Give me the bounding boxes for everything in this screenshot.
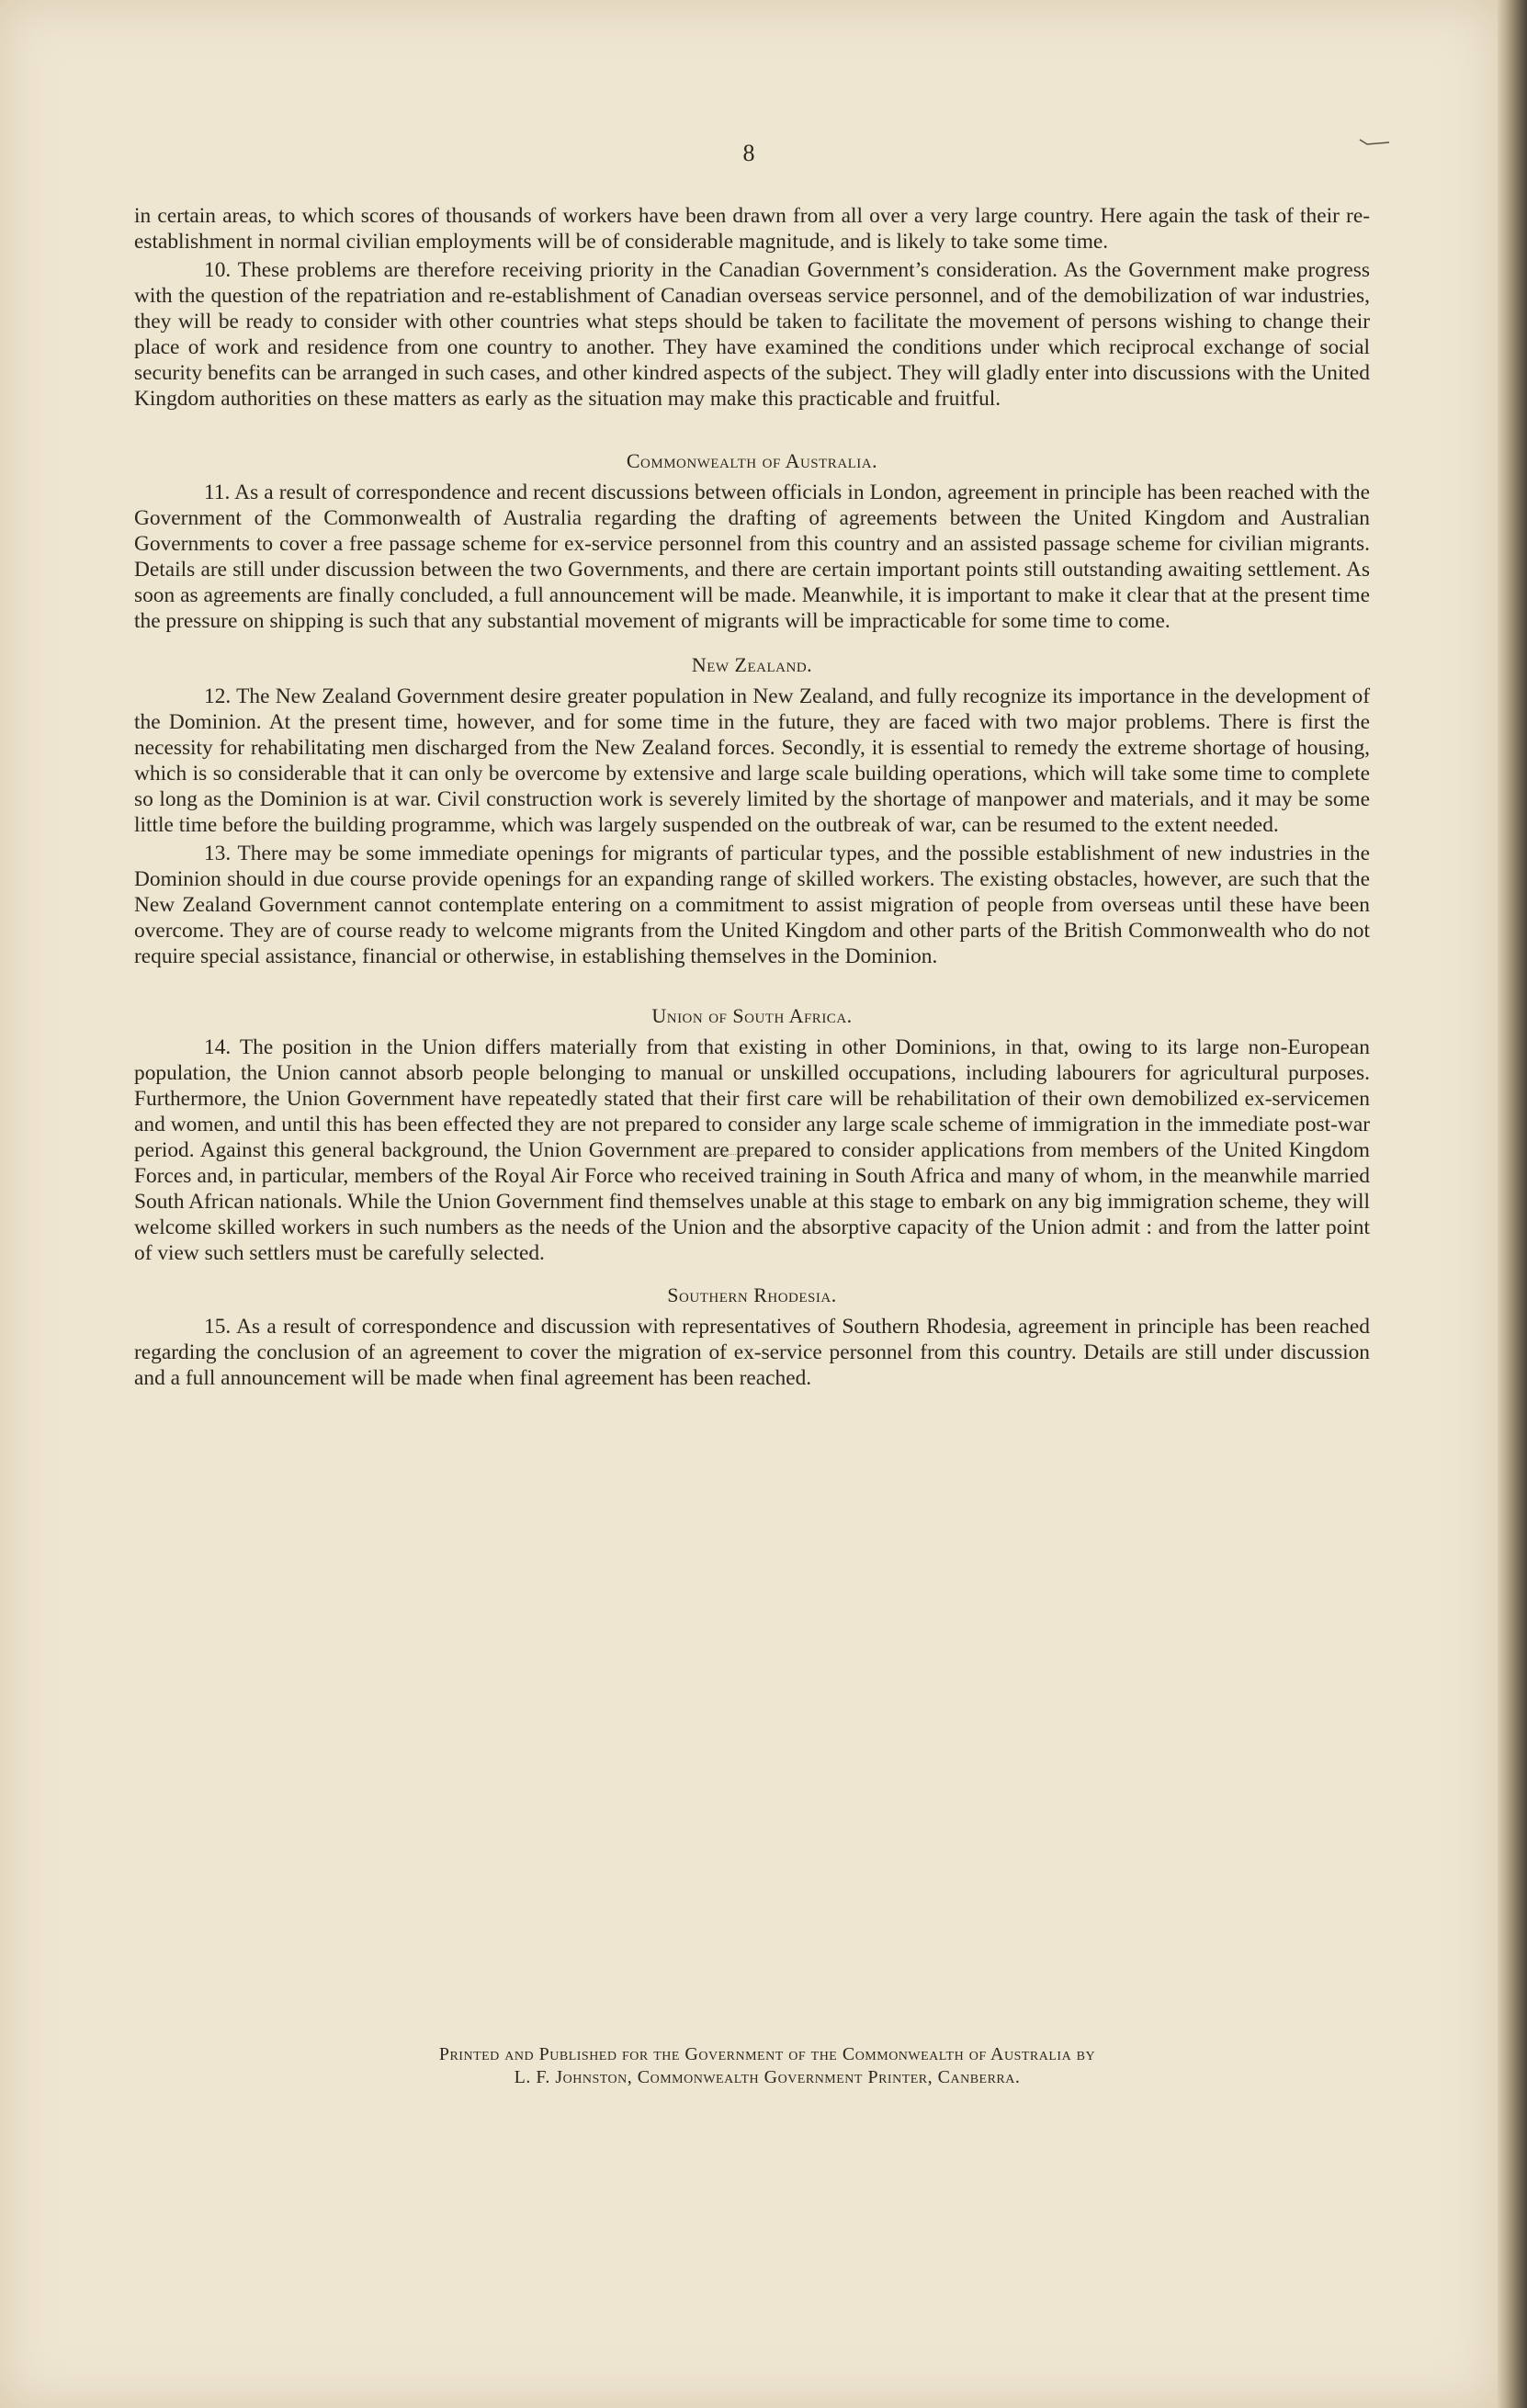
document-body bbox=[134, 203, 1370, 1391]
paragraph-12: 12. The New Zealand Government desire greater population in New Zealand, and fully recognize its importance in the development of the Dominion. At the present time, however, and for some time in the future, they are faced with two major problems. There is first the necessity for rehabilitating men discharged from the New Zealand forces. Secondly, it is essential to remedy the extreme shortage of housing, which is so considerable that it can only be overcome by extensive and large scale building operations, which will take some time to complete so long as the Dominion is at war. Civil construction work is severely limited by the shortage of manpower and materials, and it may be some little time before the building programme, which was largely suspended on the outbreak of war, can be resumed to the extent needed. bbox=[134, 684, 1370, 837]
page-edge-shadow bbox=[1498, 0, 1527, 2408]
paragraph-11: 11. As a result of correspondence and recent discussions between officials in London, agreement in principle has been reached with the Government of the Commonwealth of Australia regarding the drafting of agreements between the United Kingdom and Australian Governments to cover a free passage scheme for ex-service personnel from this country and an assisted passage scheme for civilian migrants. Details are still under discussion between the two Governments, and there are certain important points still outstanding awaiting settlement. As soon as agreements are finally concluded, a full announcement will be made. Meanwhile, it is important to make it clear that at the present time the pressure on shipping is such that any substantial movement of migrants will be impracticable for some time to come. bbox=[134, 480, 1370, 633]
section-divider bbox=[706, 1154, 784, 1155]
imprint-line-1: Printed and Published for the Government of the Commonwealth of Australia by bbox=[438, 2044, 1096, 2064]
paragraph-intro-continuation: in certain areas, to which scores of thousands of workers have been drawn from all over a very large country. Here again the task of their re-establishment in normal civilian employments will be of considerable magnitude, and is likely to take some time. bbox=[134, 204, 1370, 254]
printer-imprint bbox=[0, 2043, 1527, 2089]
pencil-mark bbox=[1358, 136, 1391, 147]
paragraph-10: 10. These problems are therefore receiving priority in the Canadian Government’s consideration. As the Government make progress with the question of the repatriation and re-establishment of Canadian overseas service personnel, and of the demobilization of war industries, they will be ready to consider with other countries what steps should be taken to facilitate the movement of persons wishing to change their place of work and residence from one country to another. They have examined the conditions under which reciprocal exchange of social security benefits can be arranged in such cases, and other kindred aspects of the subject. They will gladly enter into discussions with the United Kingdom authorities on these matters as early as the situation may make this practicable and fruitful. bbox=[134, 258, 1370, 411]
section-heading-new-zealand: New Zealand. bbox=[691, 653, 813, 676]
page-number: 8 bbox=[742, 140, 755, 166]
section-heading-union-of-south-africa: Union of South Africa. bbox=[651, 1004, 853, 1027]
paragraph-15: 15. As a result of correspondence and discussion with representatives of Southern Rhodesia, agreement in principle has been reached regarding the conclusion of an agreement to cover the migration of ex-service personnel from this country. Details are still under discussion and a full announcement will be made when final agreement has been reached. bbox=[134, 1315, 1370, 1390]
section-heading-commonwealth-of-australia: Commonwealth of Australia. bbox=[626, 449, 878, 472]
section-heading-southern-rhodesia: Southern Rhodesia. bbox=[667, 1283, 837, 1306]
paragraph-14: 14. The position in the Union differs materially from that existing in other Dominions, in that, owing to its large non-European population, the Union cannot absorb people belonging to manual or unskilled occupations, including labourers for agricultural purposes. Furthermore, the Union Government have repeatedly stated that their first care will be rehabilitation of their own demobilized ex-servicemen and women, and until this has been effected they are not prepared to consider any large scale scheme of immigration in the immediate post-war period. Against this general background, the Union Government are prepared to consider applications from members of the United Kingdom Forces and, in particular, members of the Royal Air Force who received training in South Africa and many of whom, in the meanwhile married South African nationals. While the Union Government find themselves unable at this stage to embark on any big immigration scheme, they will welcome skilled workers in such numbers as the needs of the Union and the absorptive capacity of the Union admit : and from the latter point of view such settlers must be carefully selected. bbox=[134, 1035, 1370, 1265]
paragraph-13: 13. There may be some immediate openings for migrants of particular types, and the possible establishment of new industries in the Dominion should in due course provide openings for an expanding range of skilled workers. The existing obstacles, however, are such that the New Zealand Government cannot contemplate entering on a commitment to assist migration of people from overseas until these have been overcome. They are of course ready to welcome migrants from the United Kingdom and other parts of the British Commonwealth who do not require special assistance, financial or otherwise, in establishing themselves in the Dominion. bbox=[134, 842, 1370, 968]
imprint-line-2: L. F. Johnston, Commonwealth Government Printer, Canberra. bbox=[514, 2067, 1021, 2087]
